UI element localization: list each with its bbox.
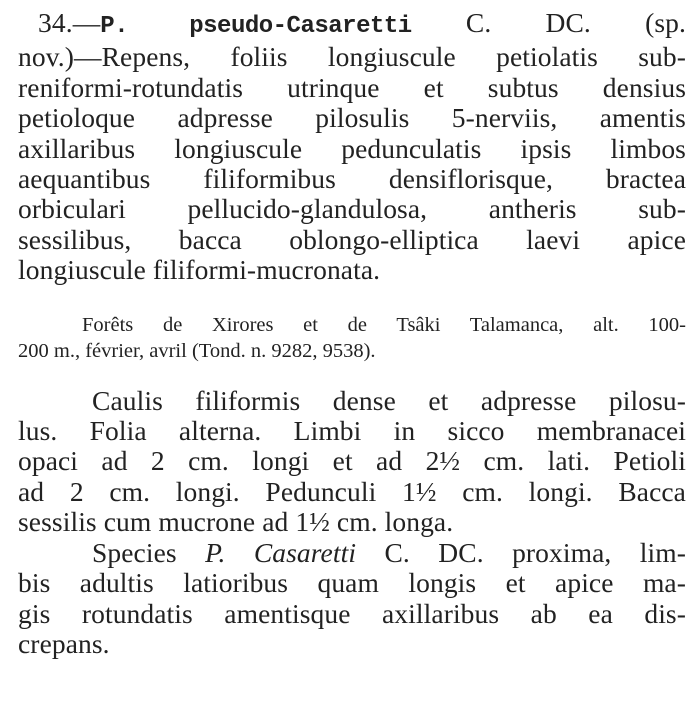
page [18, 8, 686, 659]
entry-line-8: longiuscule filiformi-mucronata. [18, 254, 381, 286]
locality-note [18, 312, 686, 364]
entry-line-2: reniformi-rotundatis utrinque et subtus densius [18, 71, 686, 103]
author-citation: C. DC. [411, 7, 646, 38]
description-line-4: sessilis cum mucrone ad 1½ cm. longa. [18, 506, 454, 538]
comparison-prefix: Species [92, 536, 206, 568]
entry-line-4: axillaribus longiuscule pedunculatis ipsis limbos [18, 132, 686, 164]
comparison-paragraph [18, 538, 686, 660]
description-line-0: Caulis filiformis dense et adpresse pilosu- [92, 384, 686, 416]
comparison-line-1: bis adultis latioribus quam longis et apice ma- [18, 567, 686, 599]
species-name: P. pseudo-Casaretti [100, 13, 412, 40]
entry-dash: — [72, 7, 101, 38]
description-paragraph [18, 386, 686, 538]
locality-line-1: 200 m., février, avril (Tond. n. 9282, 9538). [18, 339, 376, 362]
entry-line-0: (sp. [645, 7, 686, 38]
entry-line-7: sessilibus, bacca oblongo-elliptica laevi apice [18, 223, 686, 255]
comparison-line-3: crepans. [18, 627, 110, 659]
description-line-3: ad 2 cm. longi. Pedunculi 1½ cm. longi. Bacca [18, 475, 686, 507]
description-line-2: opaci ad 2 cm. longi et ad 2½ cm. lati. Petioli [18, 445, 686, 477]
compared-species-name: P. Casaretti [205, 536, 357, 568]
entry-line-1: nov.)—Repens, foliis longiuscule petiolatis sub- [18, 41, 686, 73]
entry-line-5: aequantibus filiformibus densiflorisque, bractea [18, 163, 686, 195]
entry-number: 34. [38, 7, 73, 38]
entry-heading-line [18, 8, 686, 42]
entry-line-6: orbiculari pellucido-glandulosa, antheris sub- [18, 193, 686, 225]
entry-line-3: petioloque adpresse pilosulis 5-nerviis, amentis [18, 102, 686, 134]
species-entry [18, 8, 686, 286]
comparison-after-name: C. DC. proxima, lim- [356, 536, 687, 568]
comparison-line-0 [18, 538, 686, 568]
description-line-1: lus. Folia alterna. Limbi in sicco membranacei [18, 415, 686, 447]
locality-line-0: Forêts de Xirores et de Tsâki Talamanca, alt. 100- [82, 313, 686, 336]
comparison-line-2: gis rotundatis amentisque axillaribus ab ea dis- [18, 597, 686, 629]
